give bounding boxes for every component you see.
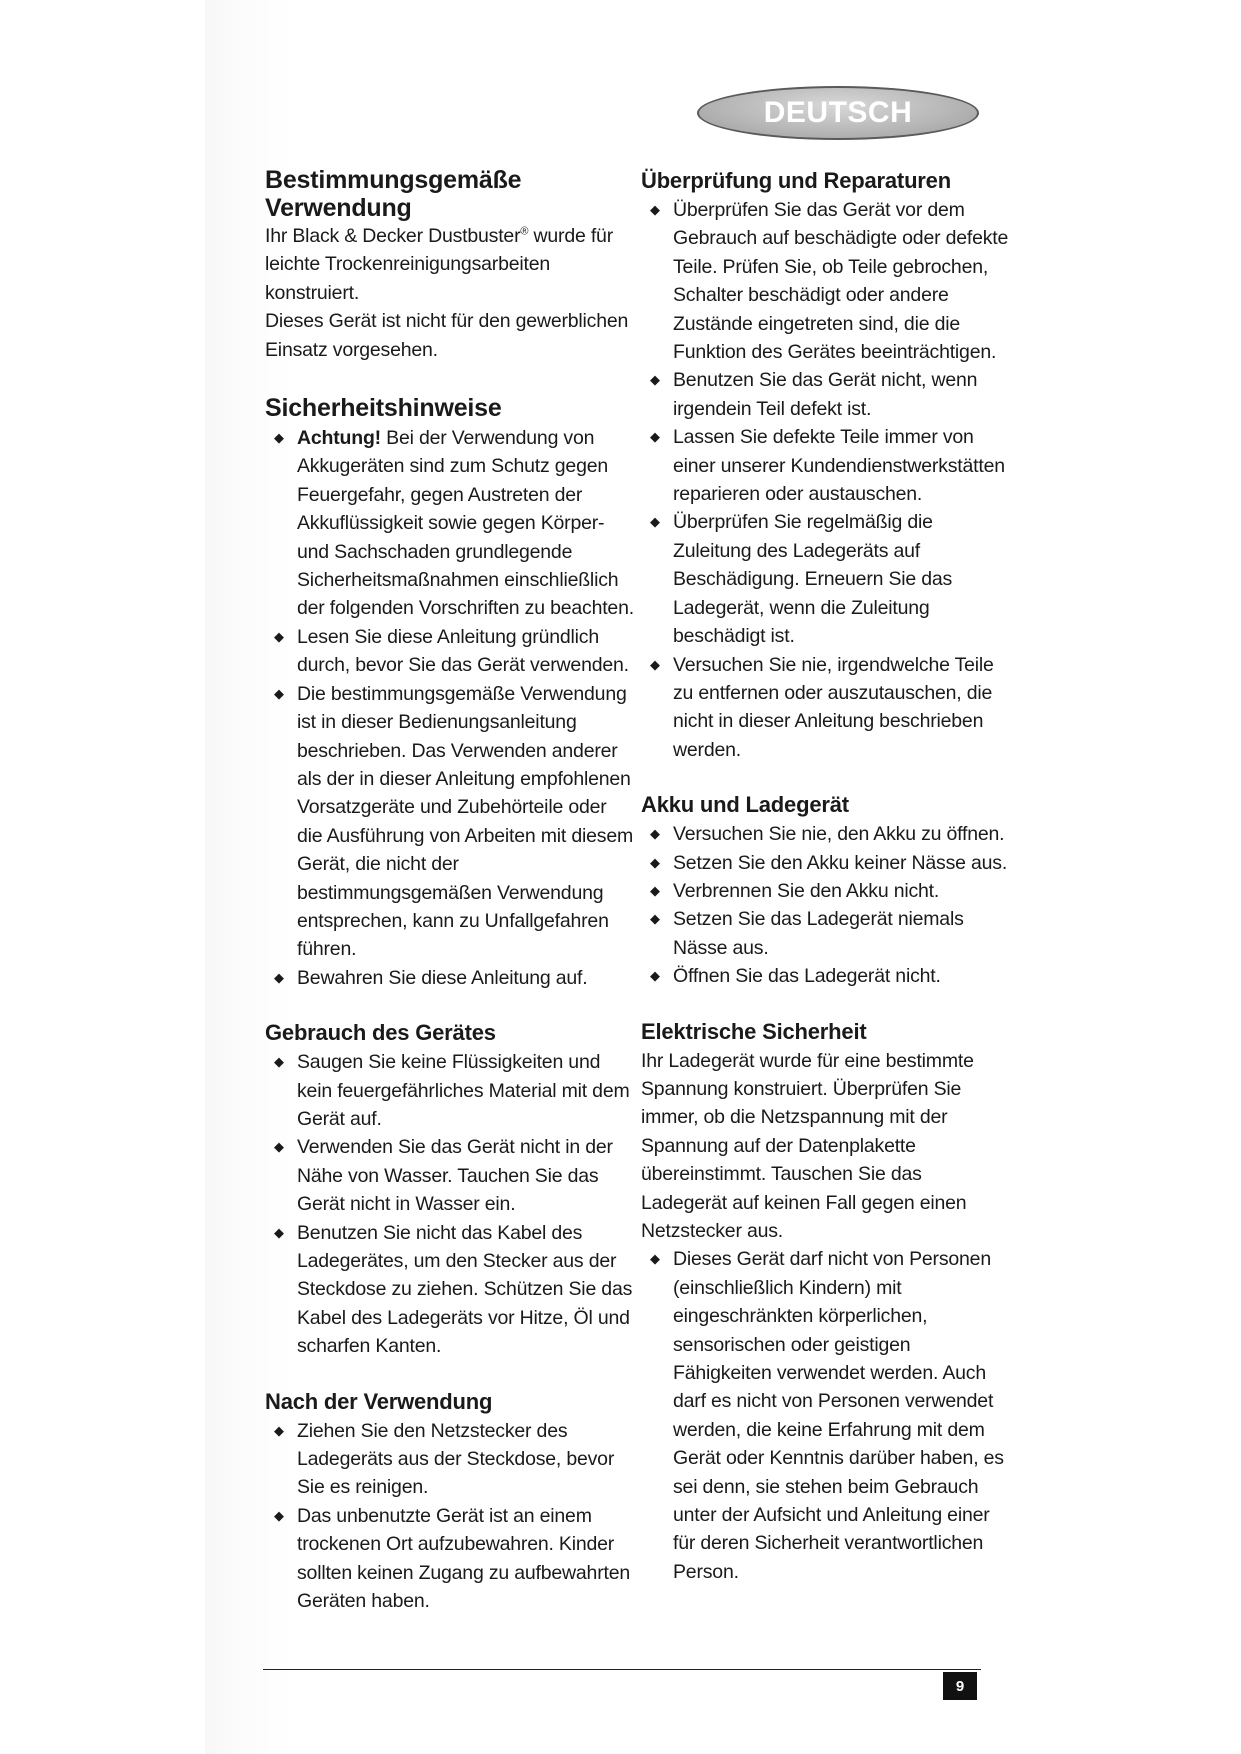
list-item <box>265 623 635 680</box>
section-title-electrical: Elektrische Sicherheit <box>641 1018 867 1044</box>
list-item-text: Überprüfen Sie das Gerät vor dem Gebrauch auf beschädigte oder defekte Teile. Prüfen Sie, ob Teile gebrochen, Schalter beschädigt oder andere Zustände eingetreten sind, die die Funktion des Gerätes beeinträchtigen. <box>673 199 1009 364</box>
list-item <box>641 366 1011 423</box>
inspection-list <box>641 196 1011 764</box>
bullet-diamond-icon: ◆ <box>274 1224 284 1240</box>
bullet-diamond-icon: ◆ <box>274 628 284 644</box>
list-item-text: Setzen Sie den Akku keiner Nässe aus. <box>673 851 1008 874</box>
footer-divider <box>263 1669 981 1670</box>
title-line-1: Bestimmungsgemäße <box>265 166 522 194</box>
section-title-after-use: Nach der Verwendung <box>265 1388 493 1414</box>
electrical-list <box>641 1245 1011 1586</box>
right-column <box>641 166 1011 1586</box>
list-item <box>641 820 1011 848</box>
bullet-diamond-icon: ◆ <box>650 202 660 217</box>
list-item <box>265 1219 635 1361</box>
device-use-list <box>265 1048 635 1360</box>
bullet-diamond-icon: ◆ <box>650 882 660 898</box>
registered-mark: ® <box>520 225 529 238</box>
section-title-battery: Akku und Ladegerät <box>641 792 849 818</box>
list-item <box>641 508 1011 650</box>
bullet-diamond-icon: ◆ <box>650 854 660 870</box>
list-item <box>265 964 635 992</box>
list-item-text: Bei der Verwendung von Akkugeräten sind zum Schutz gegen Feuergefahr, gegen Austreten der Akkuflüssigkeit sowie gegen Körper- und Sachschaden grundlegende Sicherheitsmaßnahmen einschließlich der folgenden Vorschriften zu beachten. <box>297 427 634 620</box>
list-item <box>641 1245 1011 1586</box>
list-item <box>641 423 1011 508</box>
list-item-text: Lesen Sie diese Anleitung gründlich durch, bevor Sie das Gerät verwenden. <box>297 625 629 677</box>
list-item <box>641 905 1011 962</box>
language-label: DEUTSCH <box>763 96 913 129</box>
bullet-diamond-icon: ◆ <box>274 1139 284 1155</box>
language-badge <box>697 86 979 140</box>
list-item-text: Saugen Sie keine Flüssigkeiten und kein feuergefährliches Material mit dem Gerät auf. <box>297 1051 630 1130</box>
list-item-text: Das unbenutzte Gerät ist an einem trockenen Ort aufzubewahren. Kinder sollten keinen Zugang zu aufbewahrten Geräten haben. <box>297 1504 631 1613</box>
list-item-text: Versuchen Sie nie, den Akku zu öffnen. <box>673 823 1005 846</box>
list-item <box>265 1048 635 1133</box>
electrical-paragraph: Ihr Ladegerät wurde für eine bestimmte Spannung konstruiert. Überprüfen Sie immer, ob die Netzspannung mit der Spannung auf der Datenplakette übereinstimmt. Tauschen Sie das Ladegerät auf keinen Fall gegen einen Netzstecker aus. <box>641 1049 974 1242</box>
bullet-diamond-icon: ◆ <box>274 430 284 446</box>
bullet-diamond-icon: ◆ <box>274 1507 284 1523</box>
list-item-text: Benutzen Sie nicht das Kabel des Ladegerätes, um den Stecker aus der Steckdose zu ziehen. Schützen Sie das Kabel des Ladegeräts vor Hitze, Öl und scharfen Kanten. <box>297 1221 633 1358</box>
list-item-text: Dieses Gerät darf nicht von Personen (einschließlich Kindern) mit eingeschränkten körperlichen, sensorischen oder geistigen Fähigkeiten verwendet werden. Auch darf es nicht von Personen verwendet werden, die keine Erfahrung mit dem Gerät oder Kenntnis darüber haben, es sei denn, sie stehen beim Gebrauch unter der Aufsicht und Anleitung einer für deren Sicherheit verantwortlichen Person. <box>673 1248 1004 1583</box>
list-item-text: Versuchen Sie nie, irgendwelche Teile zu entfernen oder auszutauschen, die nicht in dieser Anleitung beschrieben werden. <box>673 653 994 761</box>
bullet-diamond-icon: ◆ <box>650 1251 660 1267</box>
list-item-text: Verwenden Sie das Gerät nicht in der Nähe von Wasser. Tauchen Sie das Gerät nicht in Wasser ein. <box>297 1136 613 1216</box>
list-item <box>265 680 635 964</box>
list-item-text: Verbrennen Sie den Akku nicht. <box>673 879 940 902</box>
page-number: 9 <box>943 1672 977 1700</box>
list-item <box>265 1502 635 1616</box>
list-item <box>641 196 1011 366</box>
bullet-diamond-icon: ◆ <box>650 968 660 984</box>
section-title-inspection: Überprüfung und Reparaturen <box>641 168 951 193</box>
bullet-diamond-icon: ◆ <box>650 911 660 927</box>
bullet-diamond-icon: ◆ <box>650 514 660 530</box>
section-title-safety: Sicherheitshinweise <box>265 394 502 423</box>
battery-list <box>641 820 1011 990</box>
list-item-text: Lassen Sie defekte Teile immer von einer unserer Kundendienstwerkstätten reparieren oder austauschen. <box>673 426 1005 506</box>
list-item <box>641 651 1011 765</box>
list-item <box>265 1133 635 1218</box>
list-item-text: Setzen Sie das Ladegerät niemals Nässe aus. <box>673 908 964 959</box>
list-item-text: Öffnen Sie das Ladegerät nicht. <box>673 965 941 988</box>
bullet-diamond-icon: ◆ <box>274 685 284 701</box>
after-use-list <box>265 1417 635 1616</box>
list-item <box>641 962 1011 990</box>
section-title-intended-use <box>265 166 635 222</box>
title-line-2: Verwendung <box>265 194 412 222</box>
left-column <box>265 166 635 1615</box>
list-item <box>641 877 1011 905</box>
intended-use-paragraph-2: Dieses Gerät ist nicht für den gewerblichen Einsatz vorgesehen. <box>265 310 629 361</box>
list-item <box>265 424 635 623</box>
warning-label: Achtung! <box>297 427 381 450</box>
intended-use-paragraph-1 <box>265 222 635 307</box>
bullet-diamond-icon: ◆ <box>274 969 284 985</box>
intended-use-text-a: Ihr Black & Decker Dustbuster <box>265 225 521 247</box>
section-title-device-use: Gebrauch des Gerätes <box>265 1020 496 1046</box>
list-item-text: Benutzen Sie das Gerät nicht, wenn irgendein Teil defekt ist. <box>673 369 978 420</box>
list-item-text: Bewahren Sie diese Anleitung auf. <box>297 966 588 989</box>
list-item-text: Überprüfen Sie regelmäßig die Zuleitung des Ladegeräts auf Beschädigung. Erneuern Sie das Ladegerät, wenn die Zuleitung beschädigt ist. <box>673 511 953 648</box>
list-item <box>641 849 1011 877</box>
bullet-diamond-icon: ◆ <box>650 429 660 445</box>
list-item-text: Die bestimmungsgemäße Verwendung ist in dieser Bedienungsanleitung beschrieben. Das Verwenden anderer als der in dieser Anleitung empfohlenen Vorsatzgeräte und Zubehörteile oder die Ausführung von Arbeiten mit diesem Gerät, die nicht der bestimmungsgemäßen Verwendung entsprechen, kann zu Unfallgefahren führen. <box>297 682 634 961</box>
bullet-diamond-icon: ◆ <box>274 1054 284 1070</box>
bullet-diamond-icon: ◆ <box>274 1422 284 1438</box>
bullet-diamond-icon: ◆ <box>650 826 660 842</box>
bullet-diamond-icon: ◆ <box>650 656 660 672</box>
intended-use-text-b: wurde für leichte Trockenreinigungsarbeiten konstruiert. <box>265 225 613 304</box>
list-item <box>265 1417 635 1502</box>
safety-list <box>265 424 635 992</box>
list-item-text: Ziehen Sie den Netzstecker des Ladegeräts aus der Steckdose, bevor Sie es reinigen. <box>297 1419 615 1499</box>
bullet-diamond-icon: ◆ <box>650 372 660 388</box>
